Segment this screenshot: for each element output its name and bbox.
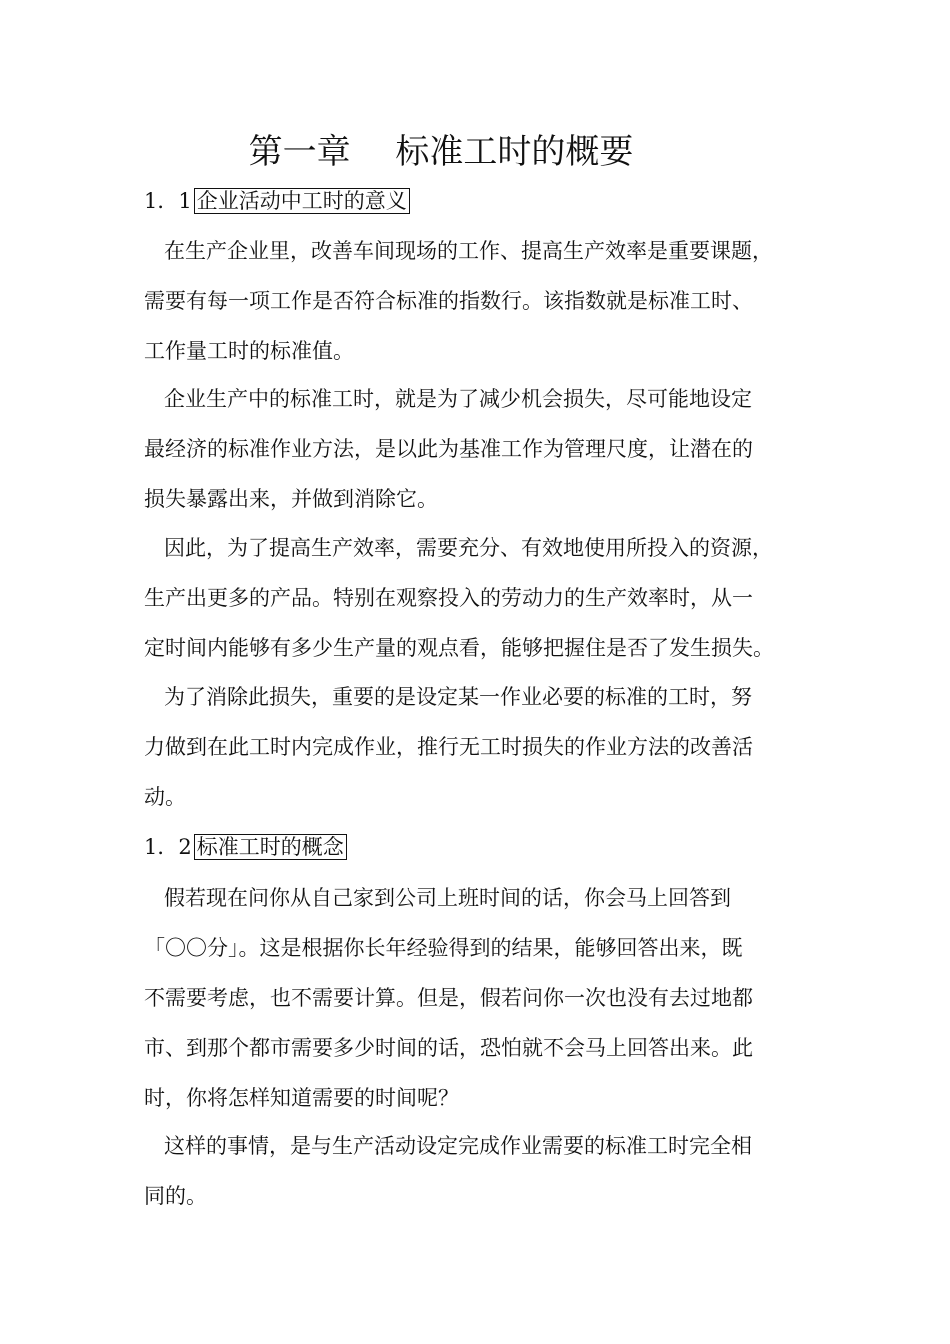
- paragraph-line: 定时间内能够有多少生产量的观点看，能够把握住是否了发生损失。: [144, 636, 774, 660]
- paragraph-line: 不需要考虑，也不需要计算。但是，假若问你一次也没有去过地都: [144, 986, 753, 1010]
- paragraph-line: 企业生产中的标准工时，就是为了减少机会损失，尽可能地设定: [164, 387, 752, 411]
- paragraph-line: 损失暴露出来，并做到消除它。: [144, 487, 438, 511]
- paragraph-line: 因此，为了提高生产效率，需要充分、有效地使用所投入的资源，: [164, 536, 773, 560]
- paragraph-line: 这样的事情，是与生产活动设定完成作业需要的标准工时完全相: [164, 1134, 752, 1158]
- paragraph: [144, 672, 834, 822]
- section-title: 标准工时的概念: [194, 834, 347, 860]
- section-heading-1-2: [144, 832, 347, 862]
- paragraph: [144, 226, 834, 376]
- paragraph-line: 需要有每一项工作是否符合标准的指数行。该指数就是标准工时、: [144, 289, 753, 313]
- paragraph-line: 生产出更多的产品。特别在观察投入的劳动力的生产效率时，从一: [144, 586, 753, 610]
- paragraph-line: 力做到在此工时内完成作业，推行无工时损失的作业方法的改善活: [144, 735, 753, 759]
- section-title: 企业活动中工时的意义: [194, 188, 410, 214]
- paragraph: [144, 873, 834, 1123]
- paragraph: [144, 523, 834, 673]
- chapter-title: 第一章 标准工时的概要: [248, 132, 634, 172]
- paragraph-line: 为了消除此损失，重要的是设定某一作业必要的标准的工时，努: [164, 685, 752, 709]
- paragraph-line: 动。: [144, 785, 186, 809]
- section-heading-1-1: [144, 186, 410, 216]
- paragraph-line: 工作量工时的标准值。: [144, 339, 354, 363]
- paragraph: [144, 374, 834, 524]
- paragraph-line: 最经济的标准作业方法，是以此为基准工作为管理尺度，让潜在的: [144, 437, 753, 461]
- paragraph-line: 在生产企业里，改善车间现场的工作、提高生产效率是重要课题，: [164, 239, 773, 263]
- paragraph-line: 假若现在问你从自己家到公司上班时间的话，你会马上回答到: [164, 886, 731, 910]
- paragraph-line: 「〇〇分」。这是根据你长年经验得到的结果，能够回答出来，既: [144, 936, 743, 960]
- paragraph-line: 时，你将怎样知道需要的时间呢？: [144, 1086, 459, 1110]
- paragraph-line: 同的。: [144, 1184, 207, 1208]
- section-number: 1．2: [144, 835, 192, 859]
- section-number: 1．1: [144, 189, 192, 213]
- paragraph: [144, 1121, 834, 1221]
- paragraph-line: 市、到那个都市需要多少时间的话，恐怕就不会马上回答出来。此: [144, 1036, 753, 1060]
